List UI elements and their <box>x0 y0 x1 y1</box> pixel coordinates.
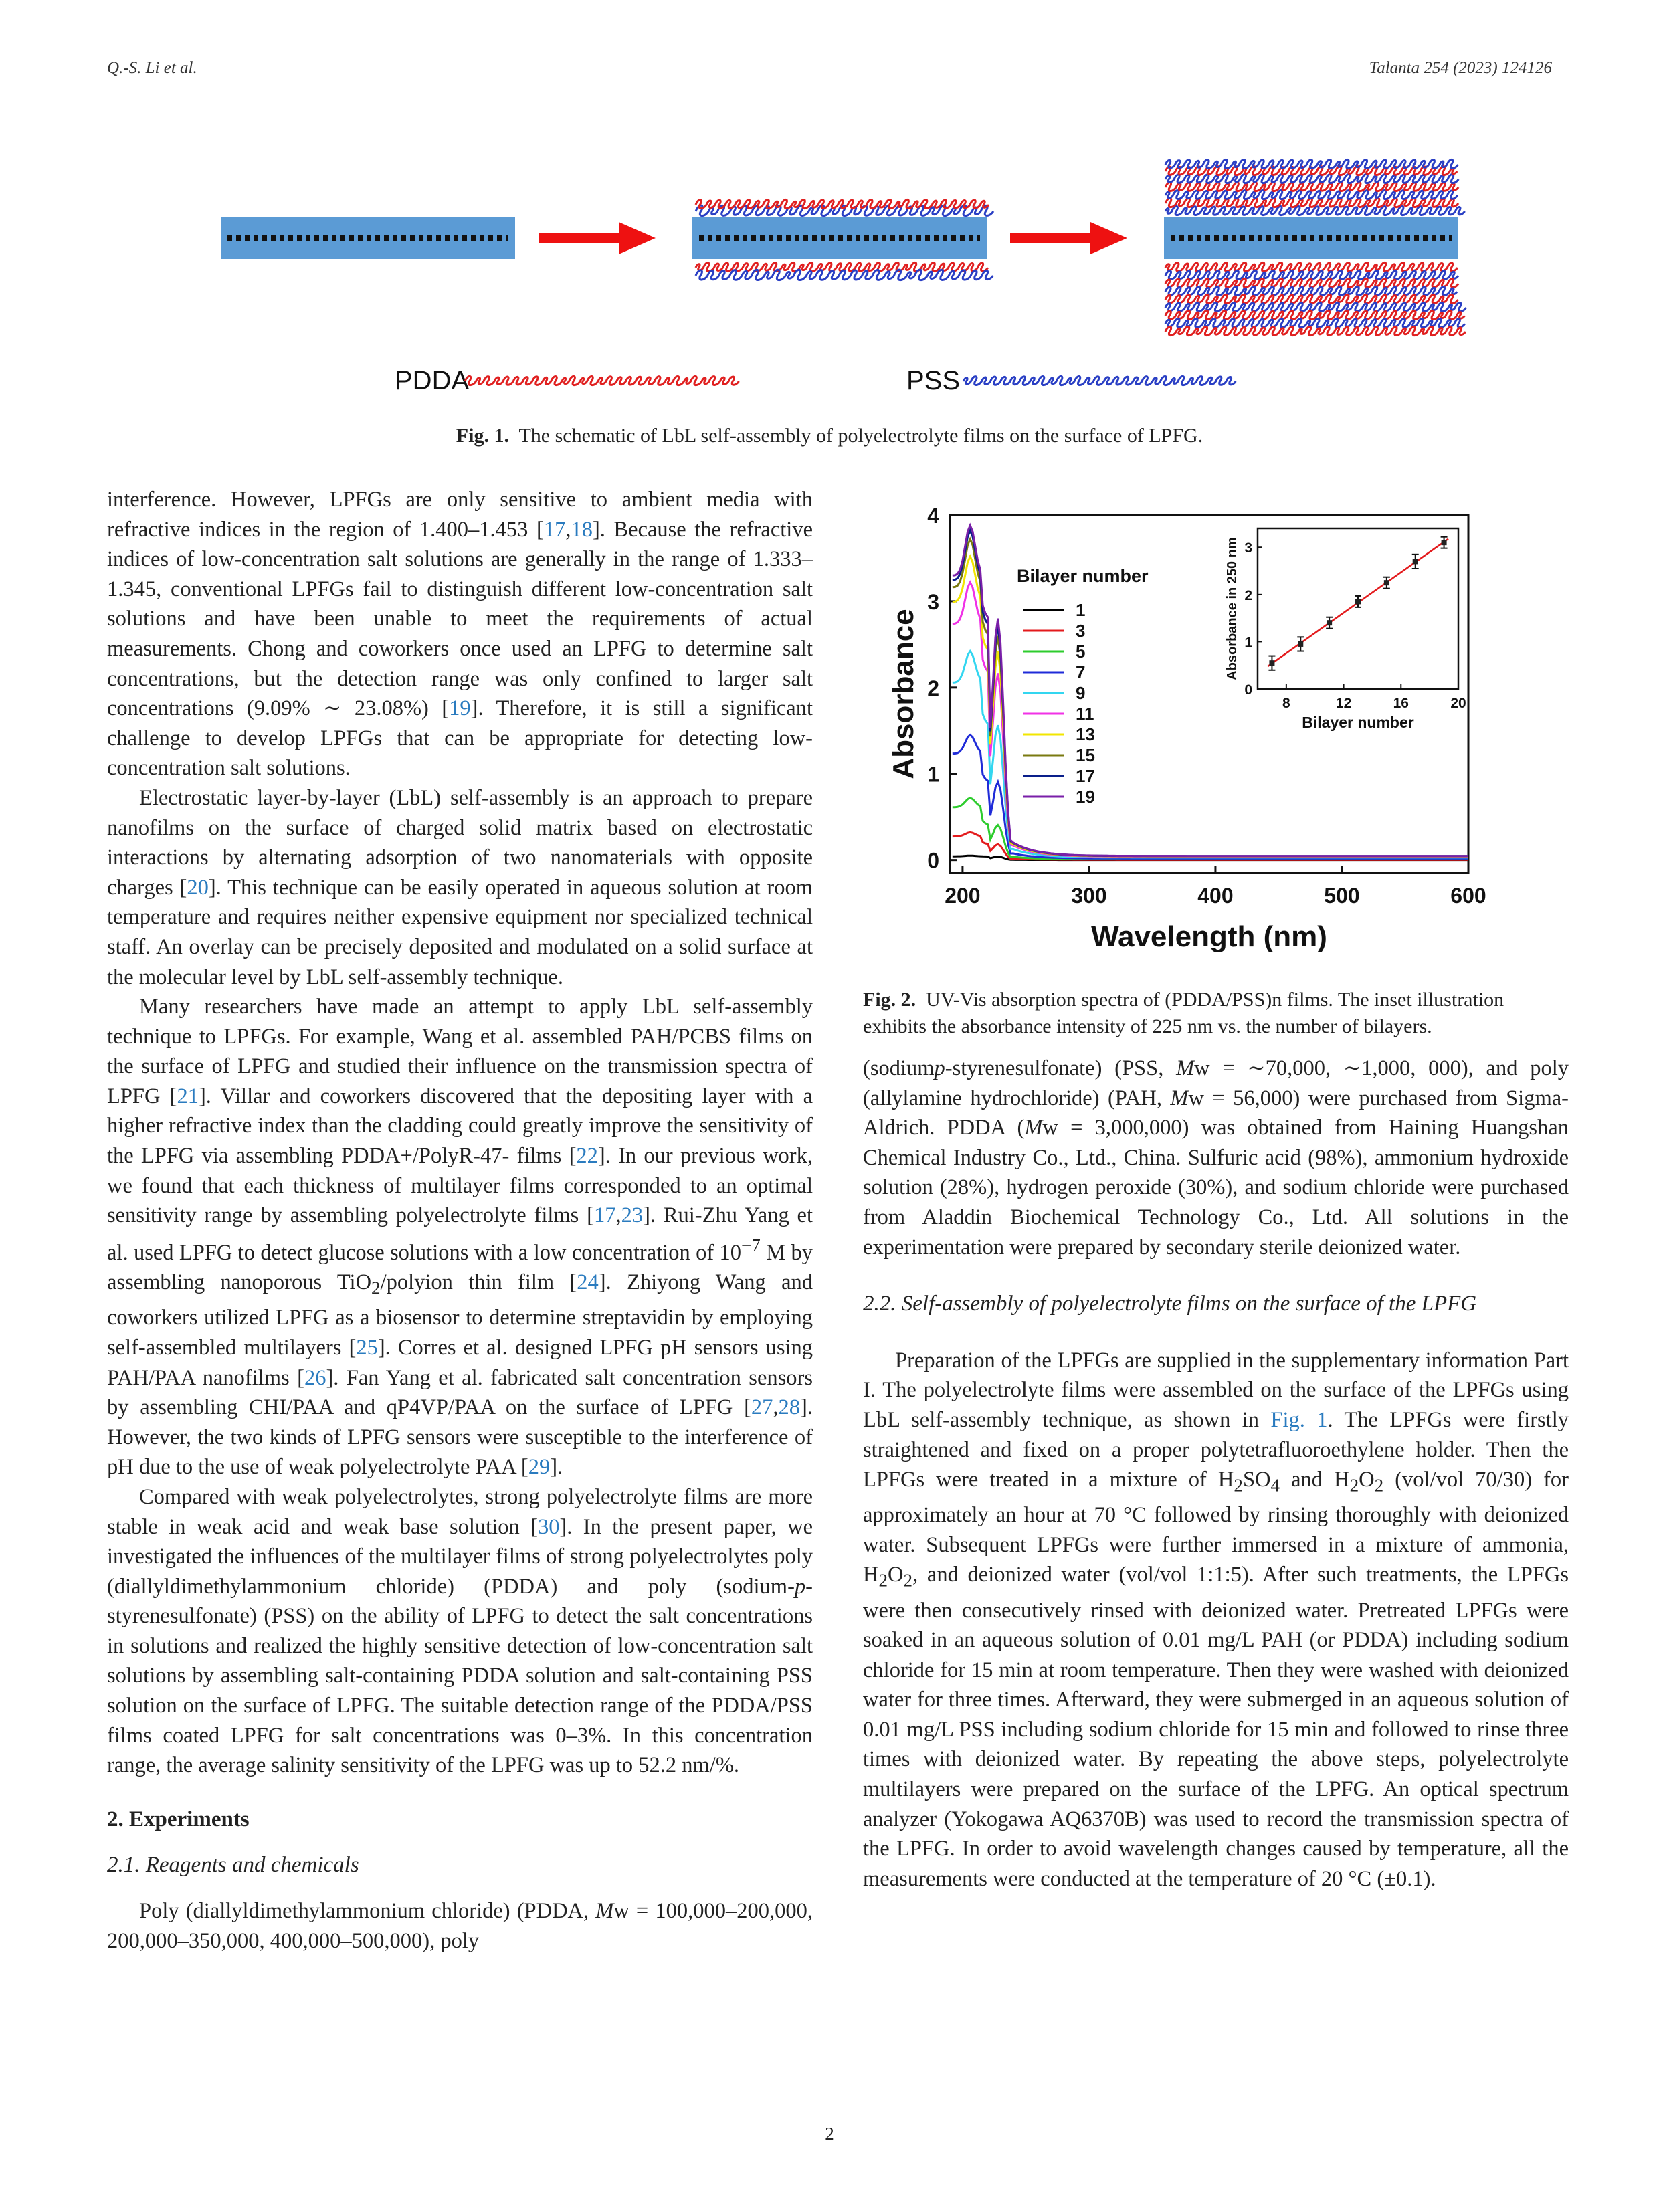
inset-data-point <box>1442 540 1447 545</box>
fig1-caption-label: Fig. 1. <box>456 425 509 447</box>
x-tick-label: 500 <box>1324 884 1360 908</box>
section-2-1-heading: 2.1. Reagents and chemicals <box>107 1853 359 1878</box>
legend-pdda-label: PDDA <box>395 366 470 395</box>
legend-label-11: 11 <box>1076 704 1094 724</box>
fiber-multi-bilayer <box>1164 217 1458 259</box>
inset-y-tick-label: 0 <box>1244 682 1252 698</box>
fig2-chart <box>863 502 1505 970</box>
inset-x-axis-label: Bilayer number <box>1302 714 1414 731</box>
right-paragraph-1: (sodiump-styrenesulfonate) (PSS, Mw = ∼70,000, ∼1,000, 000), and poly (allylamine hydrochloride) (PAH, Mw = 56,000) were purchased from Sigma-Aldrich. PDDA (Mw = 3,000,000) was obtained from Haining Huangshan Chemical Industry Co., Ltd., China. Sulfuric acid (98%), ammonium hydroxide solution (28%), hydrogen peroxide (30%), and sodium chloride were purchased from Aladdin Biochemical Technology Co., Ltd. All solutions in the experimentation were prepared by secondary sterile deionized water. <box>863 1056 1569 1260</box>
right-paragraph-2: Preparation of the LPFGs are supplied in the supplementary information Part I. The polyelectrolyte films were assembled on the surface of the LPFGs using LbL self-assembly technique, as shown in Fig. 1. The LPFGs were firstly straightened and fixed on a proper polytetrafluoroethylene holder. Then the LPFGs were treated in a mixture of $H_2SO_4$ and $H_2O_2$ (vol/vol 70/30) for approximately an hour at 70 °C followed by rinsing thoroughly with deionized water. Subsequent LPFGs were further immersed in a mixture of ammonia, $H_2O_2$, and deionized water (vol/vol 1:1:5). After such treatments, the LPFGs were then consecutively rinsed with deionized water. Pretreated LPFGs were soaked in an aqueous solution of 0.01 mg/L PAH (or PDDA) including sodium chloride for 15 min at room temperature. Then they were washed with deionized water for three times. Afterward, they were submerged in an aqueous solution of 0.01 mg/L PSS including sodium chloride for 15 min and followed to rinse three times with deionized water. By repeating the above steps, polyelectrolyte multilayers were prepared on the surface of the LPFG. An optical spectrum analyzer (Yokogawa AQ6370B) was used to record the transmission spectra of the LPFG. In order to avoid wavelength changes caused by temperature, all the measurements were conducted at the temperature of 20 °C (±0.1). <box>863 1348 1569 1891</box>
inset-data-point <box>1355 599 1361 604</box>
section-2-heading: 2. Experiments <box>107 1807 250 1831</box>
arrow-2 <box>1010 222 1127 254</box>
y-tick-label: 1 <box>927 762 939 787</box>
inset-y-tick-label: 2 <box>1244 587 1252 603</box>
fig1-schematic <box>201 147 1472 415</box>
x-tick-label: 400 <box>1197 884 1234 908</box>
left-paragraph-1: interference. However, LPFGs are only sensitive to ambient media with refractive indices in the region of 1.400–1.453 [17,18]. Because the refractive indices of low-concentration salt solutions are generally in the range of 1.333–1.345, conventional LPFGs fail to distinguish different low-concentration salt solutions and have been unable to meet the requirements of actual measurements. Chong and coworkers once used an LPFG to determine salt concentrations, but the detection range was only confined to larger salt concentrations (9.09% ∼ 23.08%) [19]. Therefore, it is still a significant challenge to develop LPFGs that can be appropriate for detecting low-concentration salt solutions. <box>107 488 813 781</box>
inset-data-point <box>1413 559 1418 564</box>
legend-label-15: 15 <box>1076 745 1095 765</box>
right-column <box>863 1053 1569 1894</box>
y-axis-label: Absorbance <box>887 609 920 779</box>
inset-x-tick-label: 12 <box>1335 696 1352 711</box>
legend-label-9: 9 <box>1076 683 1086 703</box>
legend-label-17: 17 <box>1076 766 1095 786</box>
x-tick-label: 300 <box>1071 884 1107 908</box>
y-tick-label: 0 <box>927 848 939 873</box>
x-tick-label: 600 <box>1450 884 1486 908</box>
legend-label-13: 13 <box>1076 724 1095 744</box>
y-tick-label: 4 <box>927 504 939 528</box>
figure-2 <box>863 502 1505 970</box>
left-paragraph-5: Poly (diallyldimethylammonium chloride) (PDDA, Mw = 100,000–200,000, 200,000–350,000, 400,000–500,000), poly <box>107 1899 813 1953</box>
figure-1 <box>201 147 1472 415</box>
inset-x-tick-label: 8 <box>1282 696 1290 711</box>
page-number: 2 <box>825 2124 834 2144</box>
section-2-2-heading: 2.2. Self-assembly of polyelectrolyte films on the surface of the LPFG <box>863 1292 1477 1316</box>
x-tick-label: 200 <box>945 884 981 908</box>
legend-label-5: 5 <box>1076 641 1086 662</box>
inset-data-point <box>1269 660 1274 666</box>
legend-pss-label: PSS <box>906 366 961 395</box>
left-paragraph-3: Many researchers have made an attempt to apply LbL self-assembly technique to LPFGs. For example, Wang et al. assembled PAH/PCBS films on the surface of LPFG and studied their influence on the transmission spectra of LPFG [21]. Villar and coworkers discovered that the depositing layer with a higher refractive index than the cladding could greatly improve the sensitivity of the LPFG via assembling PDDA+/PolyR-47- films [22]. In our previous work, we found that each thickness of multilayer films corresponded to an optimal sensitivity range by assembling polyelectrolyte films [17,23]. Rui-Zhu Yang et al. used LPFG to detect glucose solutions with a low concentration of $10^{-7}$ M by assembling nanoporous TiO$_2$/polyion thin film [24]. Zhiyong Wang and coworkers utilized LPFG as a biosensor to determine streptavidin by employing self-assembled multilayers [25]. Corres et al. designed LPFG pH sensors using PAH/PAA nanofilms [26]. Fan Yang et al. fabricated salt concentration sensors by assembling CHI/PAA and qP4VP/PAA on the surface of LPFG [27,28]. However, the two kinds of LPFG sensors were susceptible to the interference of pH due to the use of weak polyelectrolyte PAA [29]. <box>107 995 813 1480</box>
left-paragraph-4: Compared with weak polyelectrolytes, strong polyelectrolyte films are more stable in weak acid and weak base solution [30]. In the present paper, we investigated the influences of the multilayer films of strong polyelectrolytes poly (diallyldimethylammonium chloride) (PDDA) and poly (sodium-p-styrenesulfonate) (PSS) on the ability of LPFG to detect the salt concentrations in solutions and realized the highly sensitive detection of low-concentration salt solutions by assembling salt-containing PDDA solution and salt-containing PSS solution on the surface of LPFG. The suitable detection range of the PDDA/PSS films coated LPFG for salt concentrations was 0–3%. In this concentration range, the average salinity sensitivity of the LPFG was up to 52.2 nm/%. <box>107 1484 813 1778</box>
legend-label-19: 19 <box>1076 787 1095 807</box>
inset-data-point <box>1384 580 1389 585</box>
legend-label-7: 7 <box>1076 662 1086 682</box>
x-axis-label: Wavelength (nm) <box>1091 920 1327 953</box>
left-paragraph-2: Electrostatic layer-by-layer (LbL) self-assembly is an approach to prepare nanofilms on the surface of charged solid matrix based on electrostatic interactions by alternating adsorption of two nanomaterials with opposite charges [20]. This technique can be easily operated in aqueous solution at room temperature and requires neither expensive equipment nor specialized technical staff. An overlay can be precisely deposited and modulated on a solid surface at the molecular level by LbL self-assembly technique. <box>107 785 813 989</box>
running-header-authors: Q.-S. Li et al. <box>107 59 197 77</box>
fig1-caption <box>107 423 1552 449</box>
legend-pdda-strand <box>465 376 739 385</box>
legend-label-1: 1 <box>1076 600 1086 620</box>
arrow-1 <box>539 222 656 254</box>
legend-title: Bilayer number <box>1017 566 1149 586</box>
inset-x-tick-label: 20 <box>1450 696 1466 711</box>
y-tick-label: 3 <box>927 589 939 614</box>
inset-x-tick-label: 16 <box>1393 696 1409 711</box>
fig2-caption-text: UV-Vis absorption spectra of (PDDA/PSS)n films. The inset illustration exhibits the absorbance intensity of 225 nm vs. the number of bilayers. <box>863 989 1504 1037</box>
legend-label-3: 3 <box>1076 621 1086 641</box>
polymer-layer-bottom <box>696 262 993 280</box>
polymer-layer-top <box>696 199 993 215</box>
inset-y-axis-label: Absorbance in 250 nm <box>1225 537 1240 680</box>
fig1-caption-text: The schematic of LbL self-assembly of polyelectrolyte films on the surface of LPFG. <box>518 425 1203 447</box>
inset-y-tick-label: 3 <box>1244 540 1252 557</box>
fig2-caption <box>863 987 1569 1040</box>
bare-fiber <box>221 217 515 259</box>
running-header-journal: Talanta 254 (2023) 124126 <box>1369 59 1552 77</box>
inset-data-point <box>1298 641 1303 647</box>
y-tick-label: 2 <box>927 676 939 700</box>
legend-pss-strand <box>963 376 1236 385</box>
left-column <box>107 485 813 1956</box>
inset-data-point <box>1327 620 1332 625</box>
fig2-caption-label: Fig. 2. <box>863 989 916 1011</box>
inset-y-tick-label: 1 <box>1244 635 1252 651</box>
fiber-one-bilayer <box>692 217 987 259</box>
